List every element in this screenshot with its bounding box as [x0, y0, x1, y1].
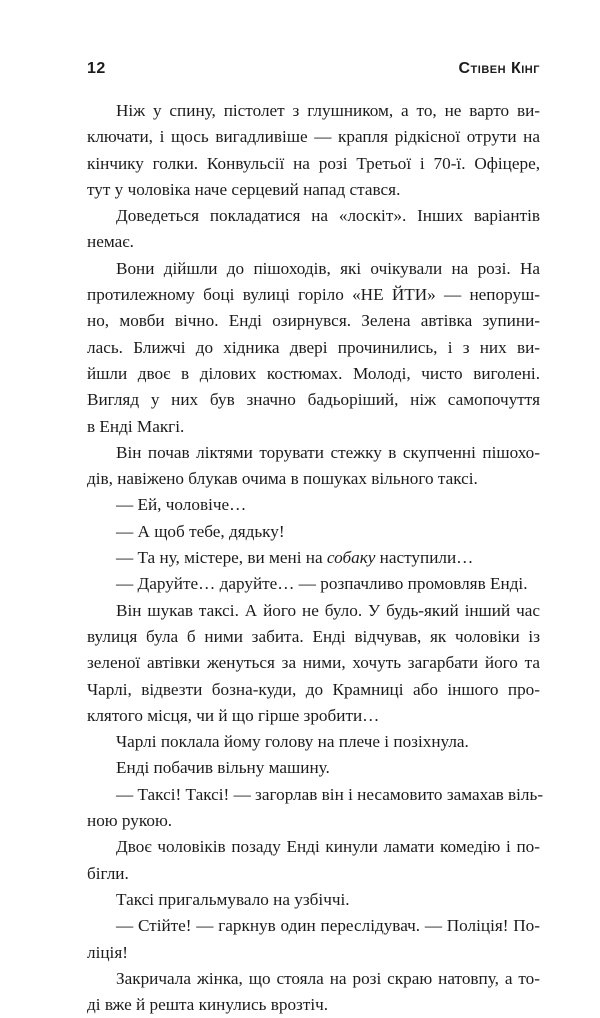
text-line: ді вже й решта кинулись врозтіч. — [87, 995, 329, 1015]
text-line: протилежному боці вулиці горіло «НЕ ЙТИ» — непоруш- — [87, 285, 540, 305]
paragraph — [87, 598, 540, 729]
text-line: Вигляд у них був значно бадьоріший, ніж самопочуття — [87, 390, 540, 410]
paragraph — [87, 782, 544, 835]
paragraph — [87, 545, 540, 571]
text-line: Він шукав таксі. А його не було. У будь-який інший час — [116, 600, 540, 620]
text-line: ключати, і щось вигадливіше — крапля рідкісної отрути на — [87, 127, 540, 147]
text-line: Він почав ліктями торувати стежку в скупченні пішохо- — [116, 442, 540, 462]
text-line: Чарлі поклала йому голову на плече і позіхнула. — [116, 732, 469, 752]
text-line: йшли двоє в ділових костюмах. Молоді, чисто виголені. — [87, 363, 540, 383]
text-line: Енді побачив вільну машину. — [116, 758, 330, 778]
text-line: Таксі пригальмувало на узбіччі. — [116, 889, 350, 909]
running-head-author: Стівен Кінг — [458, 60, 540, 77]
paragraph — [87, 834, 540, 887]
text-line: кінчику голки. Конвульсії на розі Третьої і 70-ї. Офіцере, — [87, 153, 540, 173]
paragraph — [87, 913, 540, 966]
text-line: в Енді Макгі. — [87, 416, 185, 436]
text-line: ліція! — [87, 942, 128, 962]
text-line: — Таксі! Таксі! — загорлав він і несамовито замахав віль- — [116, 784, 544, 804]
text-line: — Даруйте… даруйте… — розпачливо промовляв Енді. — [116, 574, 528, 594]
text-line: тут у чоловіка наче серцевий напад стався. — [87, 179, 401, 199]
text-line: но, мовби вічно. Енді озирнувся. Зелена автівка зупини- — [87, 311, 540, 331]
paragraph — [87, 887, 540, 913]
paragraph — [87, 98, 540, 203]
text-line: зеленої автівки женуться за ними, хочуть загарбати його та — [87, 653, 540, 673]
paragraph — [87, 492, 540, 518]
body-text — [87, 98, 544, 1018]
text-line: дів, навіжено блукав очима в пошуках вільного таксі. — [87, 469, 478, 489]
text-line: — Стійте! — гаркнув один переслідувач. — Поліція! По- — [116, 916, 540, 936]
text-line: клятого місця, чи й що гірше зробити… — [87, 705, 380, 725]
paragraph — [87, 966, 540, 1018]
text-line: Чарлі, відвезти бозна-куди, до Крамниці або іншого про- — [87, 679, 540, 699]
paragraph — [87, 755, 540, 781]
paragraph — [87, 571, 540, 597]
text-line: ною рукою. — [87, 811, 173, 831]
text-line: бігли. — [87, 863, 129, 883]
text-line: немає. — [87, 232, 134, 252]
text-line: Ніж у спину, пістолет з глушником, а то, не варто ви- — [116, 101, 540, 120]
paragraph — [87, 440, 540, 493]
text-line: — А щоб тебе, дядьку! — [116, 521, 285, 541]
paragraph — [87, 203, 540, 256]
text-line: — Ей, чоловіче… — [116, 495, 247, 515]
text-line: Закричала жінка, що стояла на розі скраю натовпу, а то- — [116, 968, 540, 988]
text-line: Вони дійшли до пішоходів, які очікували на розі. На — [116, 258, 540, 278]
paragraph — [87, 729, 540, 755]
page-header — [87, 60, 540, 84]
page-number: 12 — [87, 60, 106, 77]
text-line: Доведеться покладатися на «лоскіт». Інших варіантів — [116, 206, 540, 226]
paragraph — [87, 256, 540, 440]
text-line: вулиця була б ними забита. Енді відчував, як чоловіки із — [87, 626, 540, 646]
italic-word: собаку — [326, 548, 376, 568]
text-line: лась. Ближчі до хідника двері прочинились, і з них ви- — [87, 337, 540, 357]
paragraph — [87, 519, 540, 545]
text-line: — Та ну, містере, ви мені на собаку наступили… — [116, 548, 474, 568]
text-line: Двоє чоловіків позаду Енді кинули ламати комедію і по- — [116, 837, 540, 857]
